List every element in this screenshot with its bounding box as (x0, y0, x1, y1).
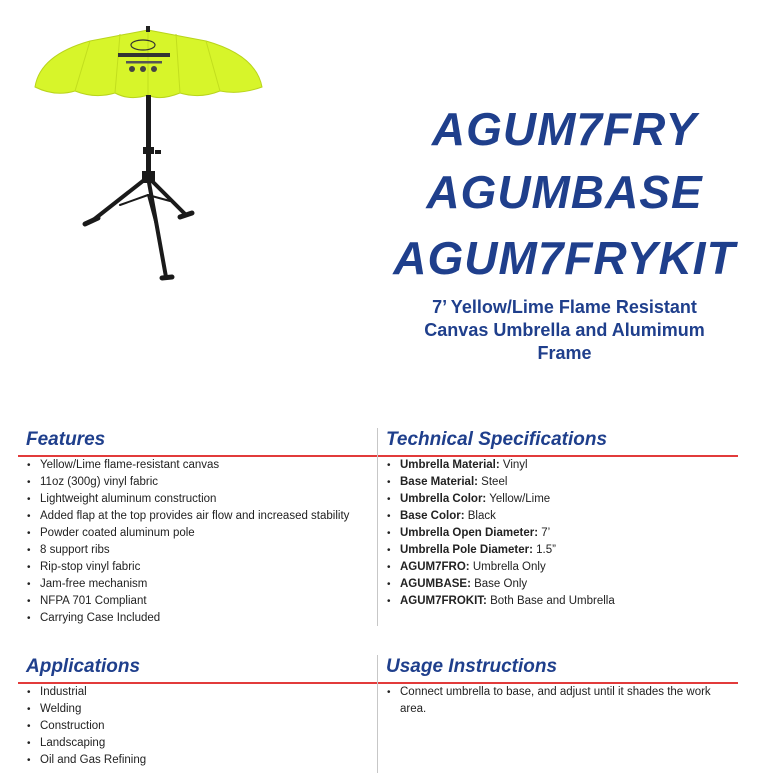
spec-value: Steel (477, 476, 508, 488)
bullet-icon: • (27, 511, 31, 522)
bullet-icon: • (387, 579, 391, 590)
list-item-text: 11oz (300g) vinyl fabric (40, 476, 159, 488)
spec-value: Black (464, 510, 496, 522)
list-item (26, 718, 371, 735)
list-item (26, 576, 371, 593)
list-item-text: Carrying Case Included (40, 612, 161, 624)
list-item-text: Oil and Gas Refining (40, 754, 147, 766)
bullet-icon: • (387, 477, 391, 488)
list-item (386, 684, 731, 718)
list-item (26, 508, 371, 525)
list-item-text: Construction (40, 720, 105, 732)
spec-value: Vinyl (499, 459, 528, 471)
bullet-icon: • (27, 494, 31, 505)
list-item (26, 542, 371, 559)
umbrella-pole (146, 95, 151, 183)
list-item (386, 474, 746, 491)
product-code-2: AGUMBASE (426, 166, 703, 218)
list-item-text: Welding (40, 703, 82, 715)
spec-label: AGUM7FROKIT: (400, 595, 487, 607)
tripod-base (92, 171, 186, 277)
list-item-text: Connect umbrella to base, and adjust until it shades the work area. (400, 686, 711, 715)
spec-value: 1.5” (532, 544, 556, 556)
list-item (386, 457, 746, 474)
bullet-icon: • (27, 687, 31, 698)
list-item (26, 491, 371, 508)
bullet-icon: • (27, 528, 31, 539)
list-item (386, 508, 746, 525)
product-code-3: AGUM7FRYKIT (393, 232, 736, 284)
list-item (386, 542, 746, 559)
spec-label: AGUMBASE: (400, 578, 471, 590)
spec-label: Base Color: (400, 510, 465, 522)
usage-heading: Usage Instructions (386, 656, 558, 677)
list-item-text: Lightweight aluminum construction (40, 493, 217, 505)
bullet-icon: • (27, 545, 31, 556)
bullet-icon: • (387, 528, 391, 539)
list-item (26, 735, 371, 752)
spec-label: Umbrella Pole Diameter: (400, 544, 533, 556)
list-item (386, 491, 746, 508)
list-item-text: 8 support ribs (40, 544, 110, 556)
list-item-text: Industrial (40, 686, 87, 698)
bullet-icon: • (27, 721, 31, 732)
list-item (386, 576, 746, 593)
product-code-1: AGUM7FRY (431, 103, 698, 155)
bullet-icon: • (387, 494, 391, 505)
spec-value: Umbrella Only (469, 561, 546, 573)
bullet-icon: • (27, 738, 31, 749)
spec-label: Umbrella Color: (400, 493, 487, 505)
list-item-text: Added flap at the top provides air flow and increased stability (40, 510, 350, 522)
bullet-icon: • (27, 477, 31, 488)
features-heading: Features (26, 429, 106, 450)
spec-value: Yellow/Lime (486, 493, 551, 505)
spec-label: Umbrella Material: (400, 459, 500, 471)
bullet-icon: • (387, 562, 391, 573)
spec-value: 7’ (538, 527, 551, 539)
spec-value: Both Base and Umbrella (486, 595, 615, 607)
list-item (26, 457, 371, 474)
list-item (26, 752, 371, 769)
bullet-icon: • (27, 596, 31, 607)
list-item (26, 610, 371, 627)
specs-heading: Technical Specifications (386, 429, 608, 450)
bullet-icon: • (27, 704, 31, 715)
applications-heading: Applications (26, 656, 141, 677)
spec-label: AGUM7FRO: (400, 561, 470, 573)
spec-label: Umbrella Open Diameter: (400, 527, 539, 539)
bullet-icon: • (27, 755, 31, 766)
product-image-umbrella (30, 25, 270, 290)
list-item (386, 525, 746, 542)
bullet-icon: • (387, 545, 391, 556)
list-item (26, 525, 371, 542)
bullet-icon: • (27, 579, 31, 590)
specs-list (386, 457, 746, 610)
list-item (386, 593, 746, 610)
list-item-text: NFPA 701 Compliant (40, 595, 147, 607)
bullet-icon: • (387, 687, 391, 698)
usage-list (386, 684, 731, 718)
features-list (26, 457, 371, 627)
spec-label: Base Material: (400, 476, 478, 488)
bullet-icon: • (27, 613, 31, 624)
applications-list (26, 684, 371, 769)
list-item-text: Yellow/Lime flame-resistant canvas (40, 459, 220, 471)
list-item (26, 684, 371, 701)
column-divider-top (377, 428, 378, 626)
list-item-text: Rip-stop vinyl fabric (40, 561, 141, 573)
list-item (26, 559, 371, 576)
list-item-text: Powder coated aluminum pole (40, 527, 195, 539)
bullet-icon: • (27, 460, 31, 471)
bullet-icon: • (387, 460, 391, 471)
bullet-icon: • (387, 511, 391, 522)
list-item (386, 559, 746, 576)
list-item-text: Jam-free mechanism (40, 578, 148, 590)
list-item (26, 593, 371, 610)
product-subtitle: 7’ Yellow/Lime Flame Resistant Canvas Umbrella and Alumimum Frame (424, 297, 705, 363)
spec-value: Base Only (470, 578, 528, 590)
list-item (26, 474, 371, 491)
bullet-icon: • (27, 562, 31, 573)
list-item-text: Landscaping (40, 737, 106, 749)
column-divider-bottom (377, 655, 378, 773)
bullet-icon: • (387, 596, 391, 607)
list-item (26, 701, 371, 718)
